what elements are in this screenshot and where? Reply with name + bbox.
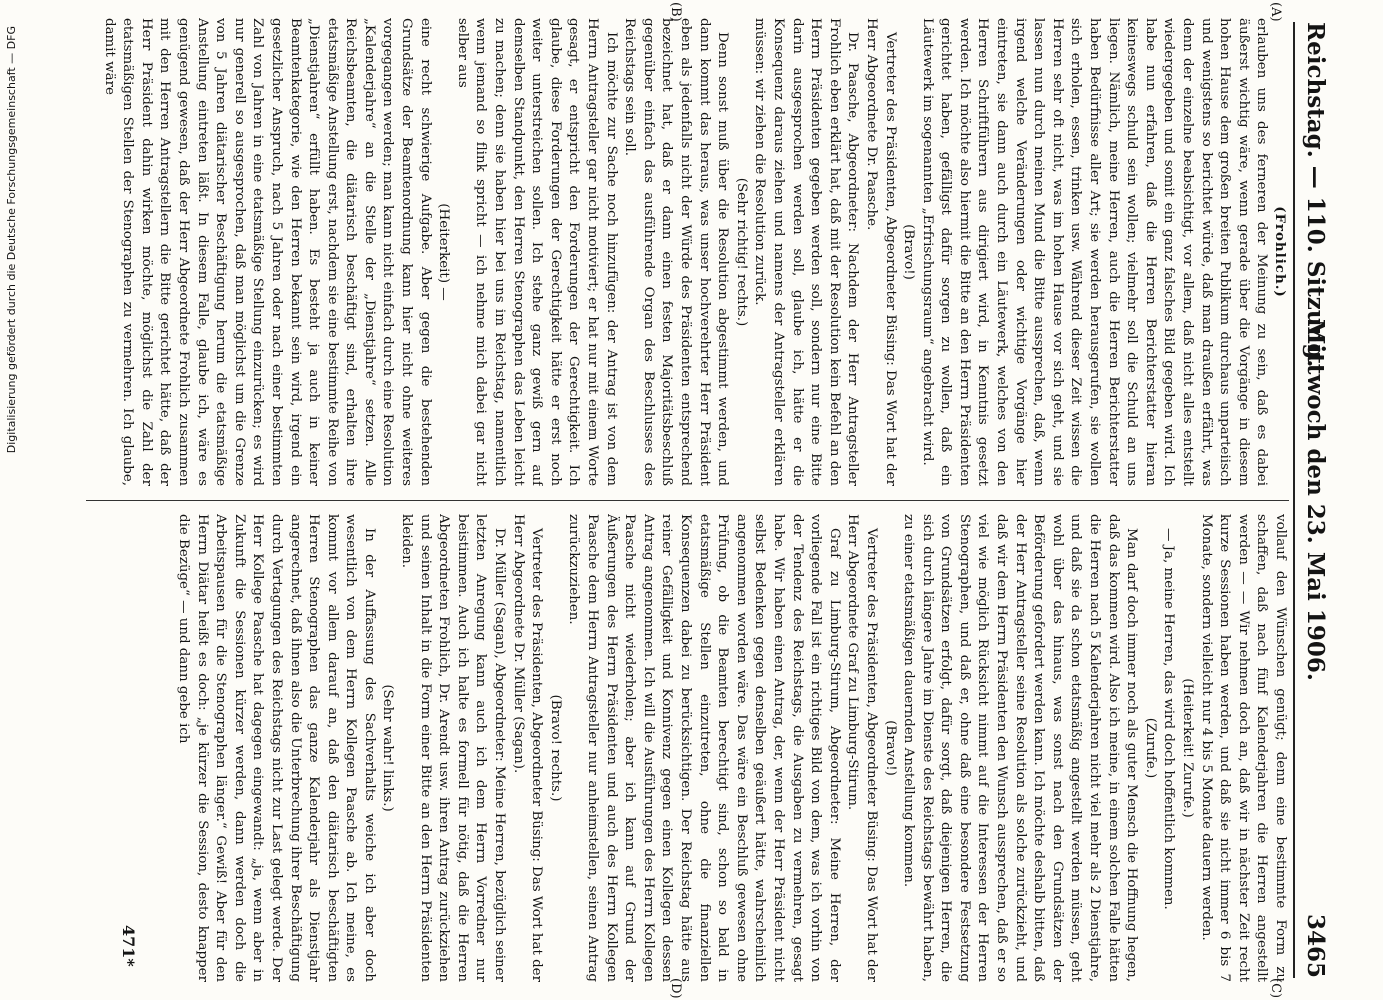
margin-letter-b: (B) [668, 2, 683, 22]
page-number: 3465 [1302, 913, 1329, 978]
interjection: (Sehr richtig! rechts.) [733, 177, 749, 327]
interjection: (Zurufe.) [1142, 717, 1158, 779]
paragraph: Denn sonst muß über die Resolution abgestimmt werden, und dann kommt das heraus, was unser hochverehrter Herr Präsident eben als jedenfalls nicht der Würde des Präsidenten entsprechend bezeichnet hat, daß er dann einen festen Majoritätsbeschluß gegenüber einfach das ausführende Organ des Beschlusses des Reichstags sein soll. [622, 18, 731, 486]
margin-letter-a: (A) [1268, 2, 1283, 22]
margin-letter-d: (D) [668, 978, 683, 999]
president-line: Vertreter des Präsidenten, Abgeordneter Büsing: Das Wort hat der Herr Abgeordnete Dr. Müller (Sagan). [510, 514, 545, 982]
paragraph: vollauf den Wünschen genügt; denn eine bestimmte Form zu schaffen, daß nach fünf Kalenderjahren die Herren angestellt werden — — Wir nehmen doch an, daß wir in nächster Zeit recht kurze Sessionen haben werden, und daß sie nicht immer 6 bis 7 Monate, sondern vielleicht nur 4 bis 5 Monate dauern werden. [1198, 514, 1288, 982]
interjection: (Sehr wahr! links.) [380, 684, 396, 812]
paragraph: — Ja, meine Herren, das wird doch hoffentlich kommen. [1161, 528, 1177, 910]
paragraph: In der Auffassung des Sachverhalts weiche ich aber doch wesentlich von dem Herrn Kollegen Paasche ab. Ich meine, es kommt vor allem darauf an, daß den diätarisch beschäftigten Herren Stenographen das ganze Kalenderjahr als Dienstjahr angerechnet, daß ihnen also die Unterbrechung ihrer Beschäftigung durch Vertagungen des Reichstags nicht zur Last gelegt werde. Der Herr Kollege Paasche hat dagegen eingewandt: „ja, wenn aber in Zukunft die Sessionen kürzer werden, dann werden doch die Arbeitspausen für die Stenographen länger.“ Gewiß! Aber für den Herrn Diätar heißt es doch: „je kürzer die Session, desto knapper die Bezüge“ — und dann gebe ich [175, 514, 377, 982]
right-column [78, 514, 1289, 982]
digitization-note: Digitalisierung gefördert durch die Deutsche Forschungsgemeinschaft — DFG [5, 26, 18, 454]
speaker-continuation: (Frohlich.) [1272, 206, 1288, 298]
header-left: Reichstag. — 110. Sitzung. [1302, 22, 1329, 368]
paragraph: eine recht schwierige Aufgabe. Aber gegen die bestehenden Grundsätze der Beamtenordnung kann hier nicht ohne weiteres vorgegangen werden; man kann nicht einfach durch eine Resolution „Kalenderjahre“ an die Stelle der „Dienstjahre“ setzen. Alle Reichsbeamten, die diätarisch beschäftigt sind, erhalten ihre etatsmäßige Anstellung erst, nachdem sie eine bestimmte Reihe von „Dienstjahren“ erfüllt haben. Es besteht ja auch in keiner Beamtenkategorie, wie den Herren bekannt sein wird, irgend ein gesetzlicher Anspruch, nach 5 Jahren oder nach einer bestimmten Zahl von Jahren in eine etatsmäßige Stellung einzurücken; es wird nur generell so ausgesprochen, daß man möglichst um die Grenze von 5 Jahren diätarischer Beschäftigung herum die etatsmäßige Anstellung eintreten läßt. In diesem Falle, glaube ich, wäre es genügend gewesen, daß der Herr Abgeordnete Frohlich zusammen mit den Herren Antragstellern die Bitte gerichtet hätte, daß der Herr Präsident dahin wirken möchte, möglichst die Zahl der etatsmäßigen Stellen der Stenographen zu vermehren. Ich glaube, damit wäre [101, 18, 433, 486]
paragraph: Ich möchte zur Sache noch hinzufügen: der Antrag ist von dem Herrn Antragsteller gar nicht motiviert; er hat nur mit einem Worte gesagt, er entspricht den Forderungen der Gerechtigkeit. Ich glaube, diese Forderungen der Gerechtigkeit hätte er erst noch weiter unterstreichen sollen. Ich stehe ganz gewiß gern auf demselben Standpunkt, den Herren Stenographen das Leben leicht zu machen; denn sie haben hier bei uns im Reichstag, namentlich wenn jemand so flink spricht — ich nehme mich dabei gar nicht selber aus [454, 18, 619, 486]
header-date: Mittwoch den 23. Mai 1906. [1302, 319, 1329, 681]
page-header [1293, 22, 1335, 978]
paragraph: erlauben uns des ferneren der Meinung zu sein, daß es dabei äußerst wichtig wäre, wenn gerade über die Vorgänge in diesem hohen Hause dem großen breiten Publikum durchaus unparteiisch und wenigstens so berichtet würde, daß man draußen erfährt, was denn der einzelne beabsichtigt, vor allem, daß nicht alles entstellt wiedergegeben und somit ein ganz falsches Bild gegeben wird. Ich habe nun erfahren, daß die Herren Berichterstatter hieran keineswegs schuld sein wollen; vielmehr soll die Schuld an uns liegen. Nämlich, meine Herren, auch die Herren Berichterstatter haben Bedürfnisse aller Art; sie werden herausgerufen, sie wollen sich erholen, essen, trinken usw. Während dieser Zeit wissen die Herren sehr oft nicht, was im hohen Hause vor sich geht, und sie lassen nun durch meinen Mund die Bitte aussprechen, daß, wenn irgend welche Veränderungen oder wichtige Vorgänge hier eintreten, sie dann auch durch ein Läutewerk, welches von den Herren Schriftführern aus dirigiert wird, in Kenntnis gesetzt werden. Ich möchte also hiermit die Bitte an den Herrn Präsidenten gerichtet haben, gefälligst dafür sorgen zu wollen, daß ein Läutewerk im sogenannten „Erfrischungsraum“ angebracht wird. [919, 18, 1270, 486]
paragraph: Dr. Paasche, Abgeordneter: Nachdem der Herr Antragsteller Frohlich eben erklärt hat, daß mit der Resolution kein Befehl an den Herrn Präsidenten gegeben werden soll, sondern nur eine Bitte darin ausgesprochen werden soll, glaube ich, hätte er die Konsequenz daraus ziehen und namens der Antragsteller erklären müssen: wir ziehen die Resolution zurück. [752, 18, 861, 486]
paragraph: Dr. Müller (Sagan), Abgeordneter: Meine Herren, bezüglich seiner letzten Anregung kann auch ich dem Herrn Vorredner nur beistimmen. Auch ich halte es formell für nötig, daß die Herren Abgeordneten Frohlich, Dr. Arendt usw. ihren Antrag zurückziehen und seinen Inhalt in die Form einer Bitte an den Herrn Präsidenten kleiden. [399, 514, 508, 982]
signature-mark: 471* [119, 925, 138, 967]
paragraph: Man darf doch immer noch als guter Mensch die Hoffnung hegen, daß das kommen wird. Also ich meine, in einem solchen Falle hätten die Herren nach 5 Kalenderjahren nicht viel mehr als 2 Dienstjahre, und daß sie da schon etatsmäßig angestellt werden müssen, geht wohl über das hinaus, was sonst nach den Grundsätzen der Beförderung gefordert werden kann. Ich möchte deshalb bitten, daß der Herr Antragsteller seine Resolution als solche zurückzieht, und daß wir dem Herrn Präsidenten den Wunsch aussprechen, daß er so viel wie möglich Rücksicht nimmt auf die Interessen der Herren Stenographen, und daß er, ohne daß eine besondere Festsetzung von Grundsätzen erfolgt, dafür sorgt, daß diejenigen Herren, die sich durch längere Jahre im Dienste des Reichstags bewährt haben, zu einer etatsmäßigen dauernden Anstellung kommen. [901, 514, 1140, 982]
interjection: (Heiterkeit! Zurufe.) [1180, 678, 1196, 818]
interjection: (Bravo!) [882, 720, 898, 776]
interjection: (Heiterkeit) — [436, 203, 452, 301]
president-line: Vertreter des Präsidenten, Abgeordneter Büsing: Das Wort hat der Herr Abgeordnete Dr. Paasche. [863, 18, 898, 486]
interjection: (Bravo!) [901, 224, 917, 280]
president-line: Vertreter des Präsidenten, Abgeordneter Büsing: Das Wort hat der Herr Abgeordnete Graf zu Limburg-Stirum. [845, 514, 879, 982]
left-column [78, 18, 1289, 486]
column-divider [86, 500, 1289, 501]
margin-letter-c: (C) [1268, 978, 1283, 999]
paragraph: Graf zu Limburg-Stirum, Abgeordneter: Meine Herren, der vorliegende Fall ist ein richtiges Bild von dem, was ich vorhin von der Tendenz des Reichstags, die Ausgaben zu vermehren, gesagt habe. Wir haben einen Antrag, der, wenn der Herr Präsident nicht selbst Bedenken gegen denselben geäußert hätte, wahrscheinlich angenommen worden wäre. Das wäre ein Beschluß gewesen ohne Prüfung, ob die Beamten berechtigt sind, schon so bald in etatsmäßige Stellen einzutreten, ohne die finanziellen Konsequenzen dabei zu berücksichtigen. Der Reichstag hätte aus reiner Gefälligkeit und Konnivenz gegen einen Kollegen dessen Antrag angenommen. Ich will die Ausführungen des Herrn Kollegen Paasche nicht wiederholen; aber ich kann auf Grund der Äußerungen des Herrn Präsidenten und auch des Herrn Kollegen Paasche dem Herrn Antragsteller nur anheimstellen, seinen Antrag zurückzuziehen. [566, 514, 842, 982]
side-strip [0, 0, 20, 1000]
interjection: (Bravo! rechts.) [547, 694, 563, 802]
